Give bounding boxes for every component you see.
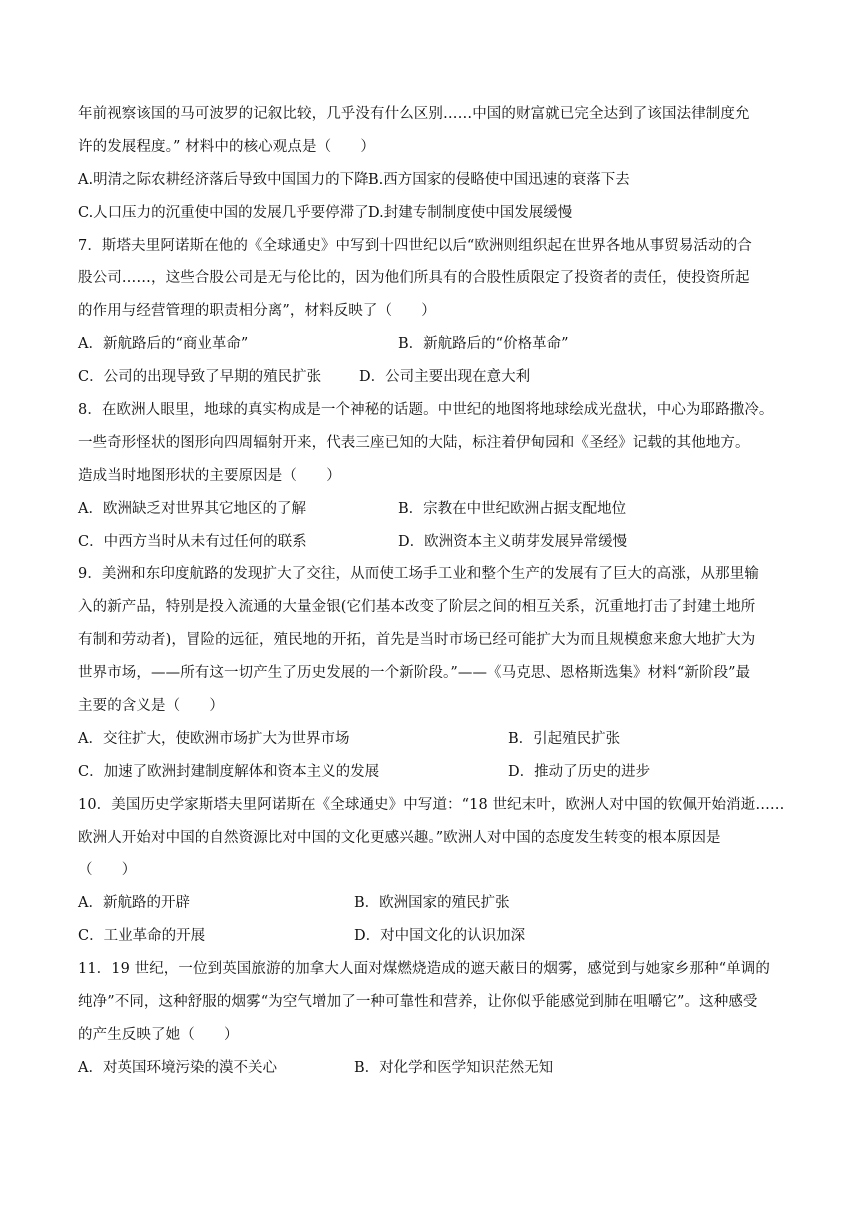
q8-option-a[interactable]: A．欧洲缺乏对世界其它地区的了解 [78,500,306,517]
q11-text-line-1: 11．19 世纪，一位到英国旅游的加拿大人面对煤燃烧造成的遮天蔽日的烟雾，感觉到与她家乡那种“单调的 [78,961,770,978]
q6-option-d[interactable]: D.封建专制制度使中国发展缓慢 [368,204,573,221]
q6-option-c[interactable]: C.人口压力的沉重使中国的发展几乎要停滞了 [78,204,369,221]
q7-option-d[interactable]: D．公司主要出现在意大利 [359,369,531,386]
q10-text-line-3: （ ） [78,862,137,879]
q7-text-line-2: 股公司……，这些合股公司是无与伦比的，因为他们所具有的合股性质限定了投资者的责任，使投资所起 [78,270,750,287]
q9-options-row-1 [78,723,784,756]
q10-option-b[interactable]: B．欧洲国家的殖民扩张 [354,895,510,912]
q8-option-d[interactable]: D．欧洲资本主义萌芽发展异常缓慢 [398,533,628,550]
q9-options-row-2 [78,756,784,789]
q10-option-a[interactable]: A．新航路的开辟 [78,895,190,912]
q10-text-line-1: 10．美国历史学家斯塔夫里阿诺斯在《全球通史》中写道：“18 世纪末叶，欧洲人对中国的钦佩开始消逝…… [78,796,785,813]
q10-options-row-1 [78,887,784,920]
q10-option-c[interactable]: C．工业革命的开展 [78,928,206,945]
q10-text-line-2: 欧洲人开始对中国的自然资源比对中国的文化更感兴趣。”欧洲人对中国的态度发生转变的根本原因是 [78,829,721,846]
q11-text-line-2: 纯净”不同，这种舒服的烟雾“为空气增加了一种可靠性和营养，让你似乎能感觉到肺在咀嚼它”。这种感受 [78,994,758,1011]
q8-text-line-1: 8．在欧洲人眼里，地球的真实构成是一个神秘的话题。中世纪的地图将地球绘成光盘状，中心为耶路撒冷。 [78,402,774,419]
q6-text-line-1: 年前视察该国的马可波罗的记叙比较，几乎没有什么区别……中国的财富就已完全达到了该国法律制度允 [78,106,750,122]
q6-text-line-2: 许的发展程度。” 材料中的核心观点是（ ） [78,138,375,155]
q7-options-row-2 [78,361,784,394]
q9-option-c[interactable]: C．加速了欧洲封建制度解体和资本主义的发展 [78,763,380,780]
q7-text-line-3: 的作用与经营管理的职责相分离”，材料反映了（ ） [78,303,436,320]
q8-text-line-2: 一些奇形怪状的图形向四周辐射开来，代表三座已知的大陆，标注着伊甸园和《圣经》记载的其他地方。 [78,434,750,451]
q7-option-c[interactable]: C．公司的出现导致了早期的殖民扩张 [78,369,322,386]
q11-options-row-1 [78,1052,784,1085]
q6-options-row-1 [78,164,784,197]
q11-option-b[interactable]: B．对化学和医学知识茫然无知 [354,1059,554,1076]
q8-options-row-2 [78,526,784,559]
q6-option-b[interactable]: B.西方国家的侵略使中国迅速的衰落下去 [368,171,630,188]
q8-options-row-1 [78,493,784,526]
q9-text-line-2: 入的新产品，特别是投入流通的大量金银(它们基本改变了阶层之间的相互关系，沉重地打击了封建土地所 [78,599,756,616]
q9-text-line-4: 世界市场，——所有这一切产生了历史发展的一个新阶段。”——《马克思、恩格斯选集》材料“新阶段”最 [78,665,751,682]
q9-text-line-3: 有制和劳动者)，冒险的远征，殖民地的开拓，首先是当时市场已经可能扩大为而且规模愈来愈大地扩大为 [78,632,756,649]
q9-text-line-5: 主要的含义是（ ） [78,698,224,715]
q10-options-row-2 [78,920,784,953]
document-page [78,98,784,1085]
q10-option-d[interactable]: D．对中国文化的认识加深 [354,928,526,945]
q8-option-c[interactable]: C．中西方当时从未有过任何的联系 [78,533,307,550]
q9-option-a[interactable]: A．交往扩大，使欧洲市场扩大为世界市场 [78,730,350,747]
q9-option-b[interactable]: B．引起殖民扩张 [508,730,621,747]
q7-options-row-1 [78,328,784,361]
q6-option-a[interactable]: A.明清之际农耕经济落后导致中国国力的下降 [78,171,369,188]
q8-option-b[interactable]: B．宗教在中世纪欧洲占据支配地位 [398,500,627,517]
q7-option-b[interactable]: B．新航路后的“价格革命” [398,336,569,353]
q8-text-line-3: 造成当时地图形状的主要原因是（ ） [78,467,341,484]
q11-text-line-3: 的产生反映了她（ ） [78,1026,239,1043]
q7-option-a[interactable]: A．新航路后的“商业革命” [78,336,249,353]
q11-option-a[interactable]: A．对英国环境污染的漠不关心 [78,1059,277,1076]
q9-option-d[interactable]: D．推动了历史的进步 [508,763,651,780]
q7-text-line-1: 7．斯塔夫里阿诺斯在他的《全球通史》中写到十四世纪以后“欧洲则组织起在世界各地从事贸易活动的合 [78,237,752,254]
q9-text-line-1: 9．美洲和东印度航路的发现扩大了交往，从而使工场手工业和整个生产的发展有了巨大的高涨，从那里输 [78,566,759,583]
q6-options-row-2 [78,197,784,230]
